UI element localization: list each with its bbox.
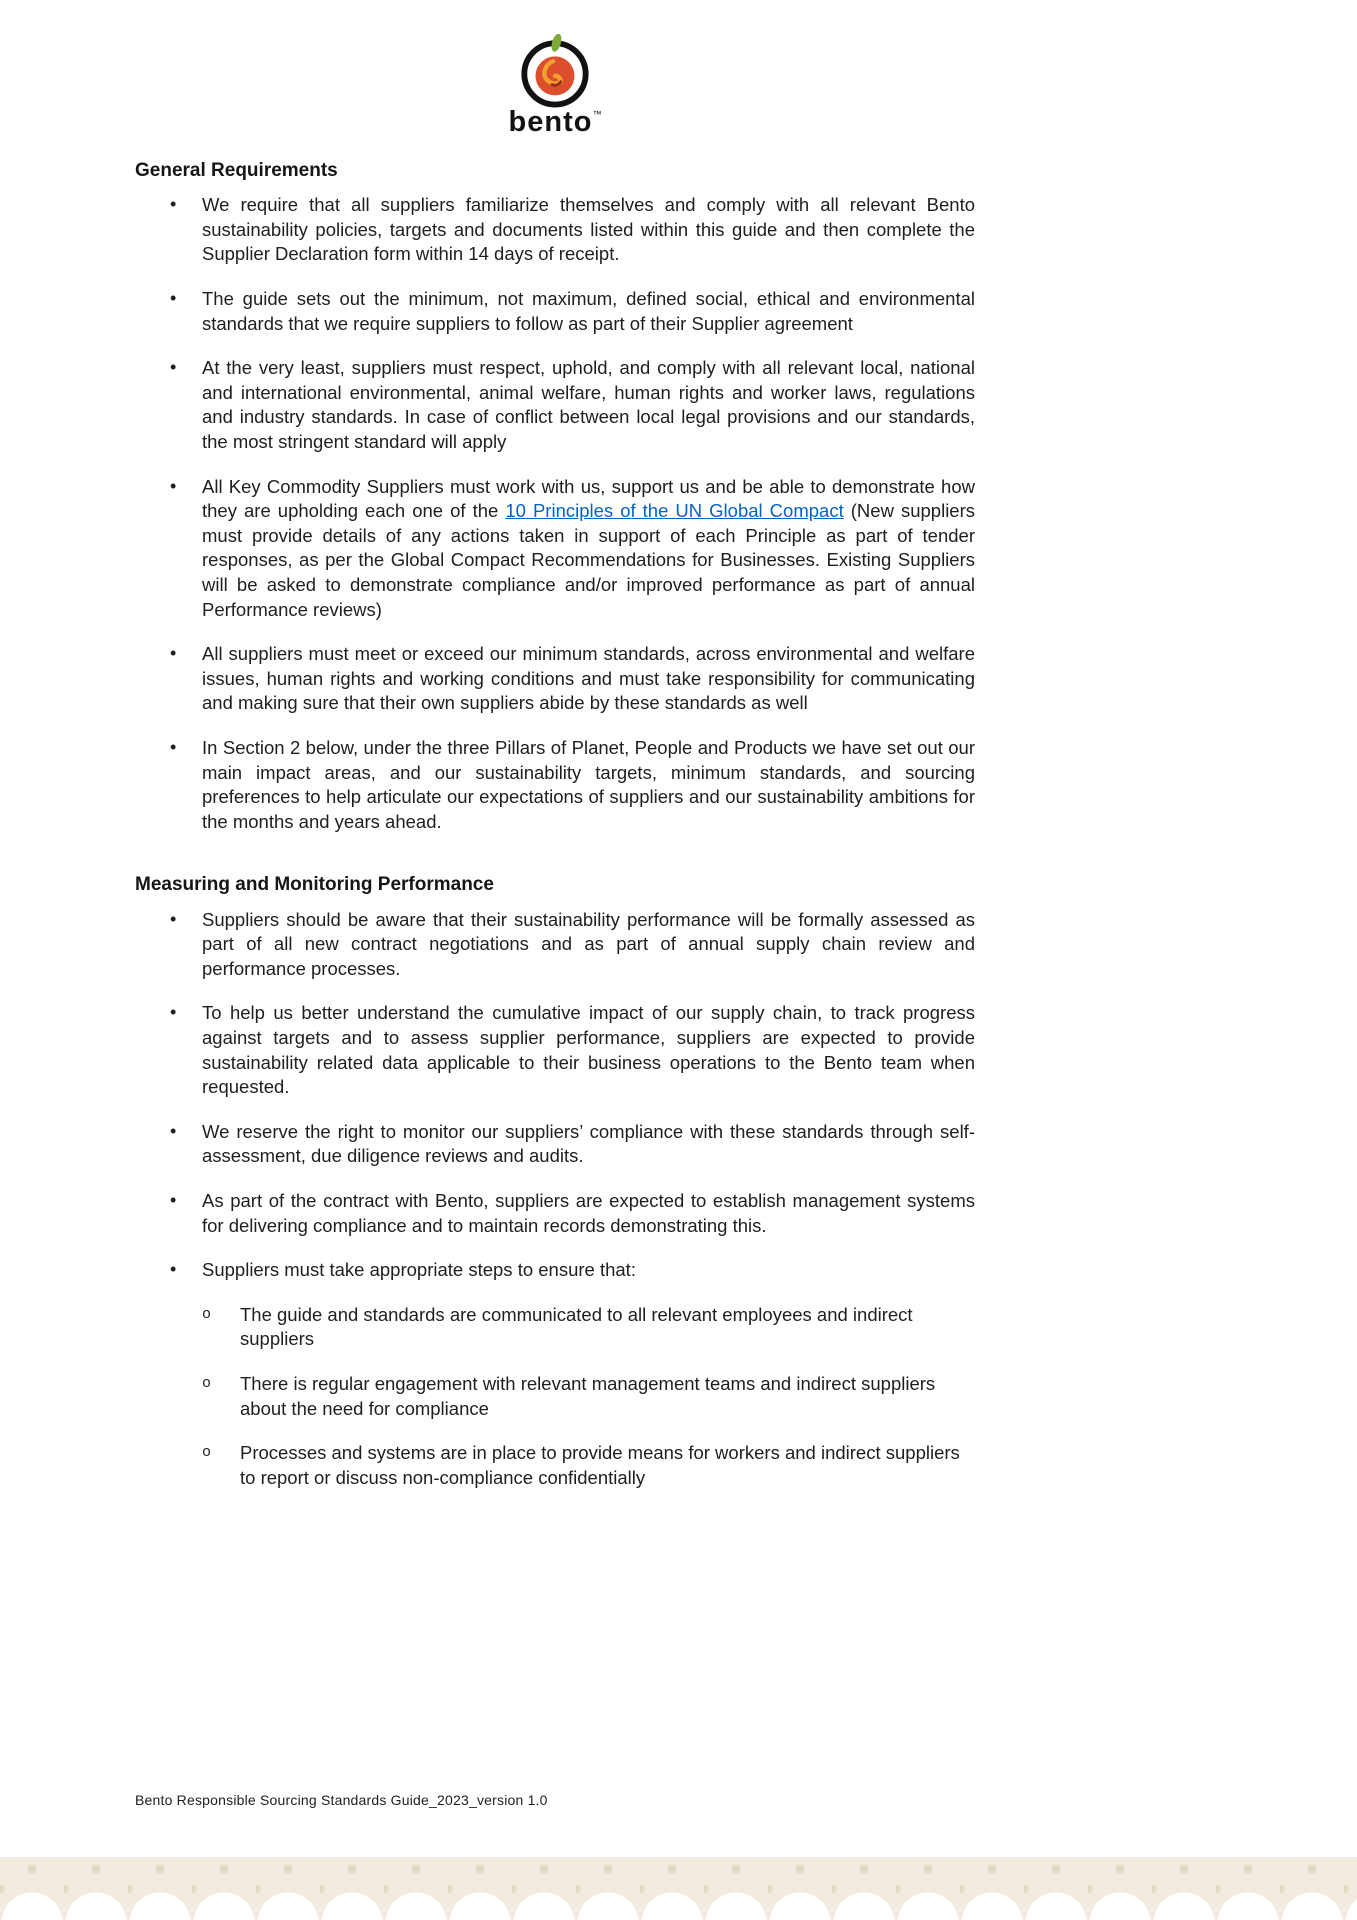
bento-logo-wordmark xyxy=(135,106,975,139)
bullet-marker: • xyxy=(170,1189,177,1210)
bullet-item xyxy=(170,1001,975,1099)
document-body xyxy=(135,158,975,1510)
bullet-text: As part of the contract with Bento, suppliers are expected to establish management systems for delivering compliance and to maintain records demonstrating this. xyxy=(202,1189,975,1236)
bullet-marker: • xyxy=(170,1002,177,1023)
bullet-text-group xyxy=(202,1258,975,1490)
bullet-text: We reserve the right to monitor our suppliers’ compliance with these standards through self-assessment, due diligence reviews and audits. xyxy=(202,1120,975,1167)
bullet-marker: • xyxy=(170,194,177,215)
bullet-item xyxy=(170,736,975,834)
sub-bullet-text: There is regular engagement with relevant management teams and indirect suppliers about the need for compliance xyxy=(240,1372,936,1419)
bullet-item xyxy=(170,1120,975,1169)
sub-bullet-marker: o xyxy=(202,1444,212,1462)
bullet-marker: • xyxy=(170,736,177,757)
bullet-text: Suppliers should be aware that their sustainability performance will be formally assessed as part of all new contract negotiations and as part of annual supply chain review and performance processes. xyxy=(202,908,975,979)
bullet-item xyxy=(170,1189,975,1238)
bullet-text: Suppliers must take appropriate steps to ensure that: xyxy=(202,1259,636,1281)
bullet-text-post: (New suppliers must provide details of any actions taken in support of each Principle as part of tender responses, as per the Global Compact Recommendations for Businesses. Existing Suppliers will be asked to demonstrate compliance and/or improved performance as part of annual Performance reviews) xyxy=(202,500,975,620)
sub-bullet-item xyxy=(202,1441,975,1490)
bullet-text xyxy=(202,475,975,623)
bullet-text: In Section 2 below, under the three Pillars of Planet, People and Products we have set out our main impact areas, and our sustainability targets, minimum standards, and sourcing preferences to help articulate our expectations of suppliers and our sustainability ambitions for the months and years ahead. xyxy=(202,736,975,832)
bullet-item xyxy=(170,642,975,716)
bullet-marker: • xyxy=(170,643,177,664)
bullet-text-pre: All Key Commodity Suppliers must work with us, support us and be able to demonstrate how they are upholding each one of the xyxy=(202,475,975,522)
bento-logo-icon xyxy=(516,34,594,108)
bullet-item xyxy=(170,287,975,336)
bullet-item xyxy=(170,908,975,982)
heading-general-requirements: General Requirements xyxy=(135,160,338,181)
sub-bullet-marker: o xyxy=(202,1374,212,1392)
bullet-marker: • xyxy=(170,1259,177,1280)
bullet-text: The guide sets out the minimum, not maximum, defined social, ethical and environmental standards that we require suppliers to follow as part of their Supplier agreement xyxy=(202,288,975,334)
heading-measuring-monitoring: Measuring and Monitoring Performance xyxy=(135,874,494,896)
un-global-compact-link[interactable]: 10 Principles of the UN Global Compact xyxy=(505,500,844,522)
bullet-item xyxy=(170,1258,975,1490)
bullet-text: At the very least, suppliers must respect, uphold, and comply with all relevant local, national and international environmental, animal welfare, human rights and worker laws, regulations and industry standards. In case of conflict between local legal provisions and our standards, the most stringent standard will apply xyxy=(202,357,975,453)
bento-logo xyxy=(135,34,975,139)
bullet-text: To help us better understand the cumulative impact of our supply chain, to track progress against targets and to assess supplier performance, suppliers are expected to provide sustainability related data applicable to their business operations to the Bento team when requested. xyxy=(202,1002,975,1098)
sub-bullet-marker: o xyxy=(202,1305,212,1323)
bento-logo-text: bento xyxy=(508,106,593,138)
bullet-marker: • xyxy=(170,1120,177,1141)
sub-bullet-item xyxy=(202,1303,975,1352)
sub-bullet-text: Processes and systems are in place to provide means for workers and indirect suppliers to report or discuss non-compliance confidentially xyxy=(240,1442,960,1488)
sub-bullet-item xyxy=(202,1372,975,1421)
bullet-text: All suppliers must meet or exceed our minimum standards, across environmental and welfare issues, human rights and working conditions and must take responsibility for communicating and making sure that their own suppliers abide by these standards as well xyxy=(202,643,975,714)
trademark-symbol: ™ xyxy=(592,109,602,119)
bullet-marker: • xyxy=(170,475,177,496)
sub-bullet-text: The guide and standards are communicated to all relevant employees and indirect suppliers xyxy=(240,1303,913,1350)
bullet-item xyxy=(170,475,975,623)
bullet-marker: • xyxy=(170,357,177,378)
bullet-marker: • xyxy=(170,288,177,309)
decorative-scallop-border xyxy=(0,1857,1357,1920)
bullet-item xyxy=(170,193,975,267)
document-footer: Bento Responsible Sourcing Standards Guide_2023_version 1.0 xyxy=(135,1792,548,1808)
bullet-text: We require that all suppliers familiarize themselves and comply with all relevant Bento sustainability policies, targets and documents listed within this guide and then complete the Supplier Declaration form within 14 days of receipt. xyxy=(202,194,975,265)
bullet-item xyxy=(170,356,975,454)
decorative-scallops xyxy=(0,1857,1357,1920)
bullet-marker: • xyxy=(170,908,177,929)
